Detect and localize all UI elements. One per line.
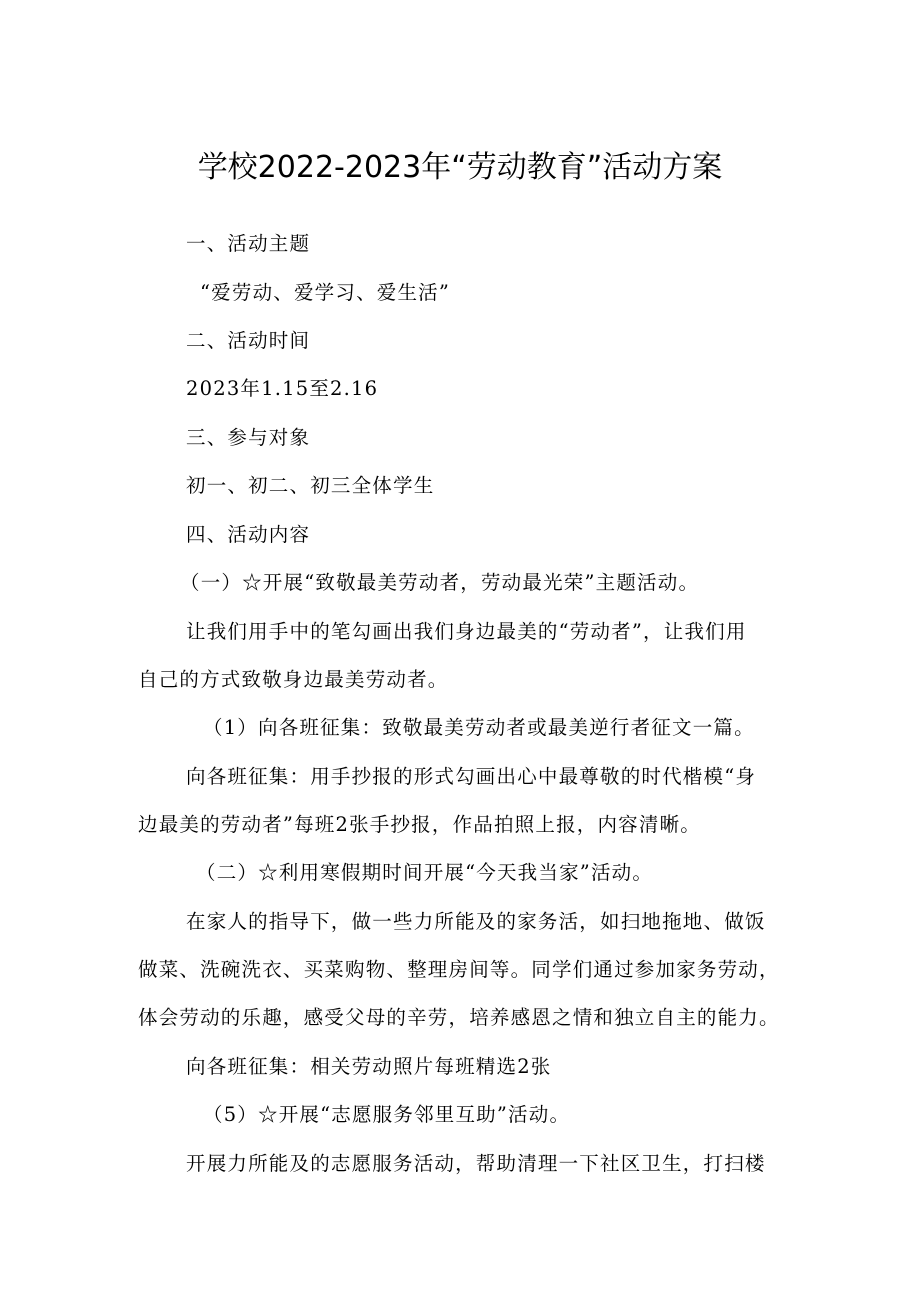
heading-participants: 三、参与对象 [186, 426, 311, 449]
theme-slogan: “爱劳动、爱学习、爱生活” [200, 281, 451, 304]
paragraph-line: 在家人的指导下，做一些力所能及的家务活，如扫地拖地、做饭 [186, 910, 766, 933]
section-two-heading: （二）☆利用寒假期时间开展“今天我当家”活动。 [196, 861, 654, 884]
paragraph-line: 边最美的劳动者”每班2张手抄报，作品拍照上报，内容清晰。 [138, 813, 701, 836]
paragraph-line: 自己的方式致敬身边最美劳动者。 [138, 668, 449, 691]
paragraph-line: 向各班征集：相关劳动照片每班精选2张 [186, 1055, 552, 1078]
item-five-heading: （5）☆开展“志愿服务邻里互助”活动。 [203, 1103, 571, 1126]
paragraph-line: 开展力所能及的志愿服务活动，帮助清理一下社区卫生，打扫楼 [186, 1152, 766, 1175]
paragraph-line: 做菜、洗碗洗衣、买菜购物、整理房间等。同学们通过参加家务劳动， [138, 958, 780, 981]
participants-text: 初一、初二、初三全体学生 [186, 474, 435, 497]
paragraph-line: 让我们用手中的笔勾画出我们身边最美的“劳动者”，让我们用 [186, 620, 747, 643]
item-one-heading: （1）向各班征集：致敬最美劳动者或最美逆行者征文一篇。 [203, 716, 755, 739]
heading-theme: 一、活动主题 [186, 232, 311, 255]
activity-dates: 2023年1.15至2.16 [186, 377, 379, 400]
paragraph-line: 向各班征集：用手抄报的形式勾画出心中最尊敬的时代楷模“身 [186, 765, 757, 788]
heading-time: 二、活动时间 [186, 329, 311, 352]
paragraph-line: 体会劳动的乐趣，感受父母的辛劳，培养感恩之情和独立自主的能力。 [138, 1006, 780, 1029]
section-one-heading: （一）☆开展“致敬最美劳动者，劳动最光荣”主题活动。 [180, 571, 700, 594]
heading-content: 四、活动内容 [186, 523, 311, 546]
document-title: 学校2022-2023年“劳动教育”活动方案 [197, 150, 723, 185]
